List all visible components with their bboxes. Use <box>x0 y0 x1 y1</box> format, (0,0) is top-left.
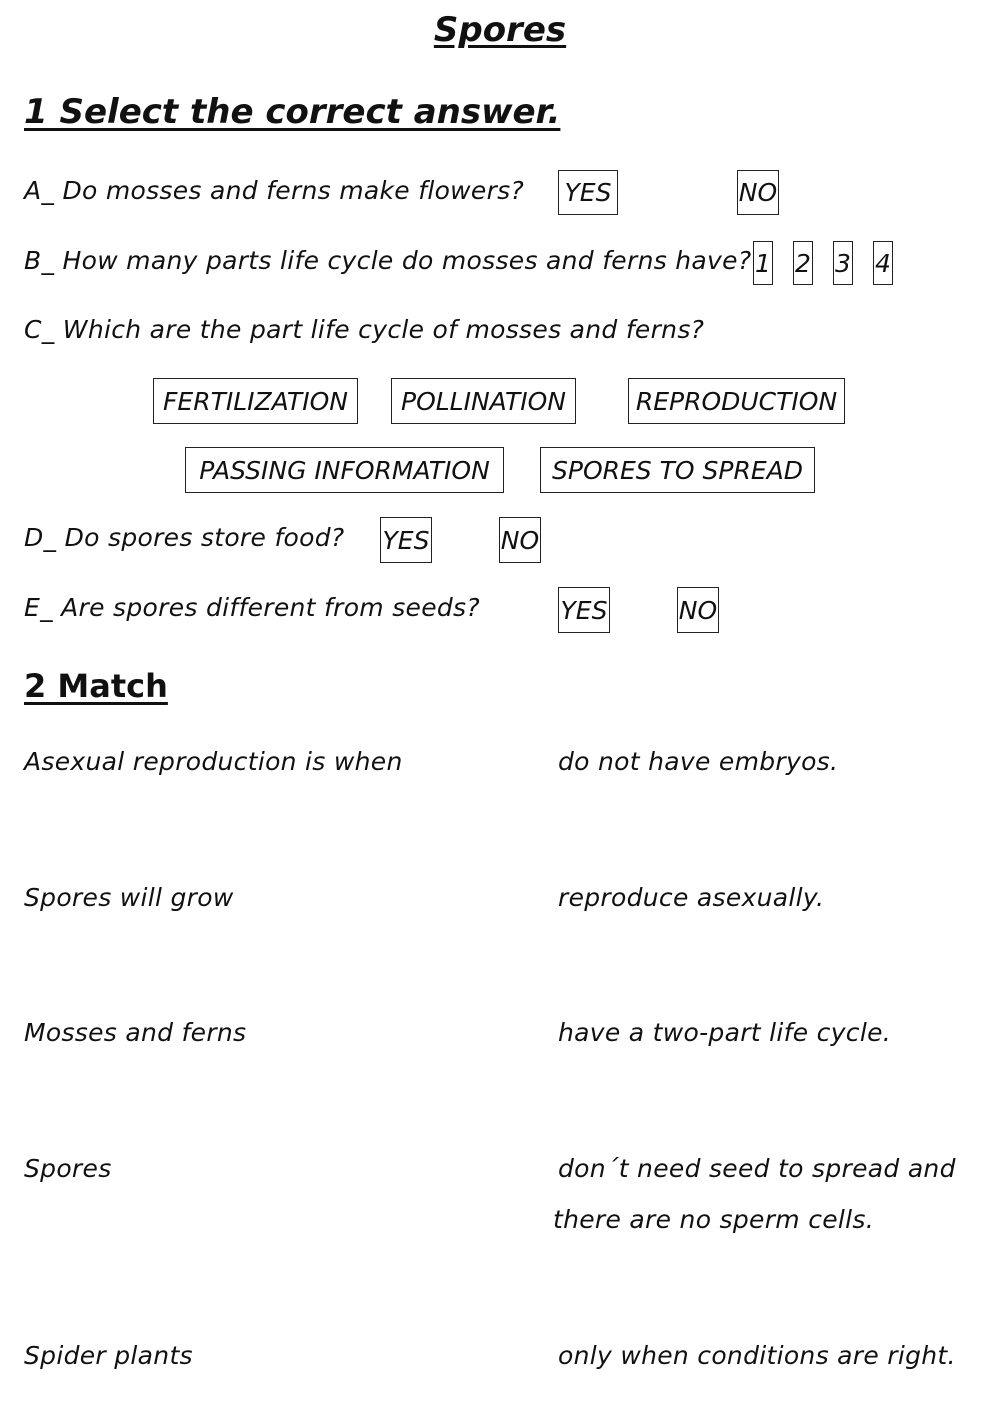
option-c-fertilization[interactable]: FERTILIZATION <box>153 378 358 424</box>
question-e: E_ Are spores different from seeds? <box>24 593 480 622</box>
question-c: C_ Which are the part life cycle of mosses and ferns? <box>24 315 705 344</box>
match-left-4[interactable]: Spores <box>24 1154 112 1183</box>
option-c-reproduction[interactable]: REPRODUCTION <box>628 378 845 424</box>
option-e-no[interactable]: NO <box>677 587 719 633</box>
match-right-2[interactable]: reproduce asexually. <box>558 883 825 912</box>
match-right-4-line-1[interactable]: don´t need seed to spread and <box>558 1154 956 1183</box>
match-left-2[interactable]: Spores will grow <box>24 883 234 912</box>
page-title: Spores <box>433 10 567 50</box>
option-c-passing-information[interactable]: PASSING INFORMATION <box>185 447 504 493</box>
option-d-yes[interactable]: YES <box>380 517 432 563</box>
section-1-heading: 1 Select the correct answer. <box>24 92 561 132</box>
option-b-1[interactable]: 1 <box>753 241 773 285</box>
question-a: A_ Do mosses and ferns make flowers? <box>24 176 525 205</box>
match-right-5[interactable]: only when conditions are right. <box>558 1341 956 1370</box>
option-c-spores-to-spread[interactable]: SPORES TO SPREAD <box>540 447 815 493</box>
option-b-3[interactable]: 3 <box>833 241 853 285</box>
question-d: D_ Do spores store food? <box>24 523 345 552</box>
option-a-yes[interactable]: YES <box>558 170 618 215</box>
section-2-heading: 2 Match <box>24 667 168 705</box>
option-b-4[interactable]: 4 <box>873 241 893 285</box>
option-e-yes[interactable]: YES <box>558 587 610 633</box>
question-b: B_ How many parts life cycle do mosses and ferns have? <box>24 246 752 275</box>
option-b-2[interactable]: 2 <box>793 241 813 285</box>
match-left-3[interactable]: Mosses and ferns <box>24 1018 247 1047</box>
option-a-no[interactable]: NO <box>737 170 779 215</box>
match-left-1[interactable]: Asexual reproduction is when <box>24 747 403 776</box>
option-d-no[interactable]: NO <box>499 517 541 563</box>
match-left-5[interactable]: Spider plants <box>24 1341 193 1370</box>
match-right-1[interactable]: do not have embryos. <box>558 747 839 776</box>
match-right-4-line-2[interactable]: there are no sperm cells. <box>553 1205 874 1234</box>
option-c-pollination[interactable]: POLLINATION <box>391 378 576 424</box>
match-right-3[interactable]: have a two-part life cycle. <box>558 1018 892 1047</box>
